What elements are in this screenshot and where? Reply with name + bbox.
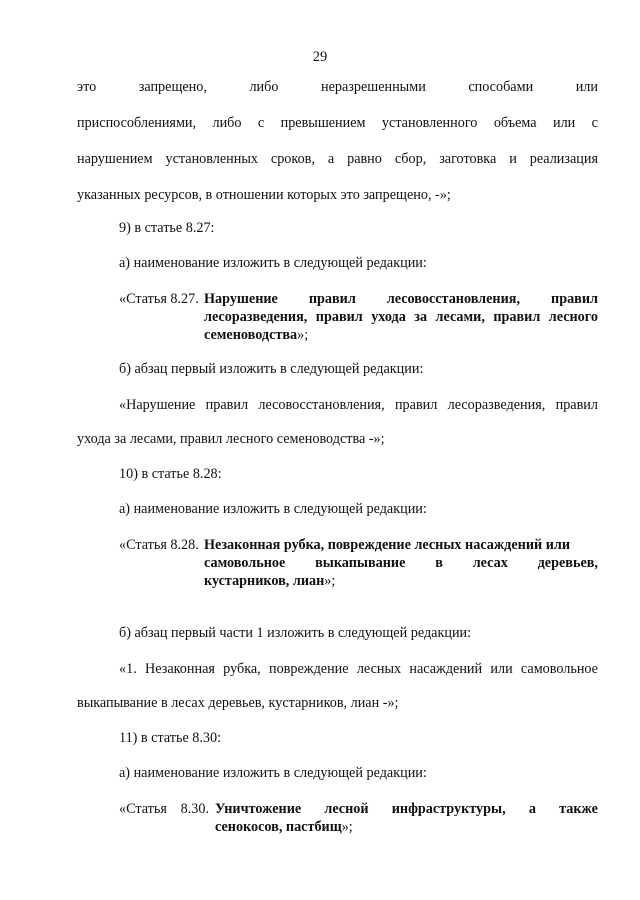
- word: лесного: [548, 309, 598, 325]
- para1-line3: [77, 150, 598, 168]
- word: нарушением: [77, 151, 153, 167]
- word: «Статья: [119, 801, 167, 817]
- word: неразрешенными: [321, 79, 426, 95]
- word: или: [490, 661, 513, 677]
- item10-article-title-line2: [204, 554, 598, 572]
- word: выкапывание: [315, 555, 406, 571]
- item9-intro: 9) в статье 8.27:: [119, 220, 215, 236]
- word: правил: [308, 291, 356, 307]
- word: правил: [493, 309, 541, 325]
- item11-article-title-line2: [215, 818, 609, 836]
- word: повреждение: [269, 661, 349, 677]
- word: самовольное: [204, 555, 286, 571]
- word: с: [591, 115, 598, 131]
- word: правил: [205, 397, 249, 413]
- para1-line1: [77, 78, 598, 96]
- word: объема: [493, 115, 537, 131]
- word: правил: [315, 309, 363, 325]
- item9-quote-line2: ухода за лесами, правил лесного семеноводства -»;: [77, 431, 385, 447]
- item10-quote-line2: выкапывание в лесах деревьев, кустарников, лиан -»;: [77, 695, 399, 711]
- item10-b-text: б) абзац первый части 1 изложить в следующей редакции:: [119, 625, 472, 641]
- word: рубка,: [223, 661, 261, 677]
- word: также: [559, 801, 598, 817]
- word: а: [528, 801, 536, 817]
- word: равно: [347, 151, 382, 167]
- word: или: [553, 115, 576, 131]
- word: правил: [394, 397, 438, 413]
- item10-article-title-line1: Незаконная рубка, повреждение лесных насаждений или: [204, 537, 571, 553]
- word: лесовосстановления,: [386, 291, 521, 307]
- word: «1.: [119, 661, 137, 677]
- word: а: [327, 151, 335, 167]
- word: насаждений: [409, 661, 483, 677]
- word: правил: [555, 397, 598, 413]
- word: способами: [468, 79, 534, 95]
- word: либо: [212, 115, 242, 131]
- item9-b-text: б) абзац первый изложить в следующей редакции:: [119, 361, 424, 377]
- item10-article-title-line3: [204, 572, 598, 590]
- article-title-end: »;: [297, 327, 309, 343]
- word: и: [509, 151, 517, 167]
- item11-intro: 11) в статье 8.30:: [119, 730, 222, 746]
- item9-a-text: а) наименование изложить в следующей редакции:: [119, 255, 427, 271]
- word: запрещено,: [138, 79, 207, 95]
- word: Уничтожение: [215, 801, 302, 817]
- item10-a-text: а) наименование изложить в следующей редакции:: [119, 501, 427, 517]
- word: самовольное: [520, 661, 598, 677]
- article-title-text: сенокосов, пастбищ: [215, 819, 342, 835]
- article-title-end: »;: [324, 573, 336, 589]
- item10-intro: 10) в статье 8.28:: [119, 466, 222, 482]
- item9-article-title-line1: [204, 290, 598, 308]
- word: Незаконная: [145, 661, 215, 677]
- word: за: [414, 309, 428, 325]
- word: лесоразведения,: [447, 397, 546, 413]
- item9-article-title-line2: [204, 308, 598, 326]
- article-title-end: »;: [341, 819, 353, 835]
- word: установленных: [165, 151, 258, 167]
- word: сроков,: [270, 151, 315, 167]
- word: лесной: [324, 801, 369, 817]
- item10-article-label: «Статья 8.28.: [119, 537, 199, 553]
- word: заготовка: [439, 151, 497, 167]
- word: установленного: [381, 115, 478, 131]
- word: 8.30.: [180, 801, 209, 817]
- para1-line4: указанных ресурсов, в отношении которых это запрещено, -»;: [77, 187, 451, 203]
- word: лесами,: [435, 309, 485, 325]
- item10-quote-line1: [119, 660, 598, 678]
- article-title-text: кустарников, лиан: [204, 573, 325, 589]
- word: деревьев,: [537, 555, 598, 571]
- word: с: [257, 115, 265, 131]
- article-title-text: семеноводства: [204, 327, 298, 343]
- word: реализация: [529, 151, 598, 167]
- item9-article-title-line3: [204, 326, 598, 344]
- word: превышением: [280, 115, 366, 131]
- word: приспособлениями,: [77, 115, 197, 131]
- item9-quote-line1: [119, 396, 598, 414]
- word: сбор,: [394, 151, 427, 167]
- word: ухода: [371, 309, 406, 325]
- word: в: [435, 555, 443, 571]
- word: это: [77, 79, 97, 95]
- word: лесных: [356, 661, 402, 677]
- item9-article-label: «Статья 8.27.: [119, 291, 199, 307]
- word: либо: [249, 79, 279, 95]
- item11-article-title-line1: [215, 800, 598, 818]
- word: правил: [551, 291, 598, 307]
- word: или: [575, 79, 598, 95]
- word: лесовосстановления,: [258, 397, 385, 413]
- word: инфраструктуры,: [391, 801, 506, 817]
- item11-a-text: а) наименование изложить в следующей редакции:: [119, 765, 427, 781]
- para1-line2: [77, 114, 598, 132]
- word: лесоразведения,: [204, 309, 308, 325]
- word: лесах: [472, 555, 508, 571]
- word: «Нарушение: [119, 397, 196, 413]
- page-number: 29: [312, 49, 328, 65]
- item11-article-label: [119, 800, 209, 818]
- word: Нарушение: [204, 291, 278, 307]
